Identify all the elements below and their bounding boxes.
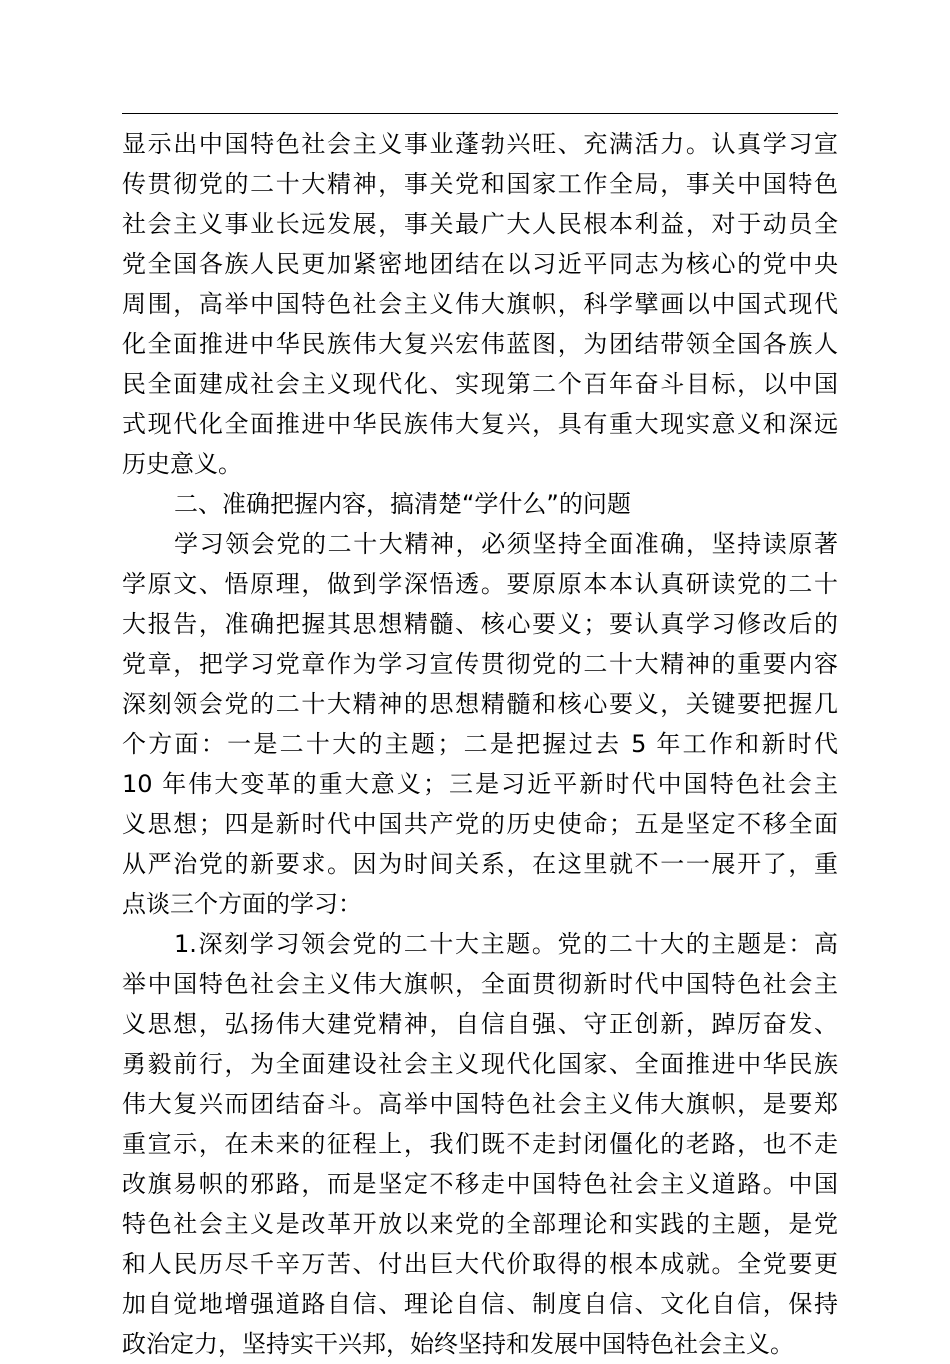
text-line: 个方面：一是二十大的主题；二是把握过去 5 年工作和新时代 (122, 730, 838, 758)
text-line: 改旗易帜的邪路，而是坚定不移走中国特色社会主义道路。中国 (122, 1170, 838, 1198)
text-line: 点谈三个方面的学习： (122, 890, 362, 918)
text-line: 历史意义。 (122, 450, 242, 478)
text-line: 勇毅前行，为全面建设社会主义现代化国家、全面推进中华民族 (122, 1050, 838, 1078)
text-line: 民全面建成社会主义现代化、实现第二个百年奋斗目标，以中国 (122, 370, 838, 398)
text-line: 学原文、悟原理，做到学深悟透。要原原本本认真研读党的二十 (122, 570, 838, 598)
text-line: 政治定力，坚持实干兴邦，始终坚持和发展中国特色社会主义。 (122, 1330, 794, 1358)
paragraph-first-line: 1.深刻学习领会党的二十大主题。党的二十大的主题是：高 (174, 930, 838, 958)
text-line: 10 年伟大变革的重大意义；三是习近平新时代中国特色社会主 (122, 770, 838, 798)
body-text (122, 124, 838, 1364)
text-line: 加自觉地增强道路自信、理论自信、制度自信、文化自信，保持 (122, 1290, 838, 1318)
paragraph-first-line: 学习领会党的二十大精神，必须坚持全面准确，坚持读原著 (174, 530, 838, 558)
text-line: 和人民历尽千辛万苦、付出巨大代价取得的根本成就。全党要更 (122, 1250, 838, 1278)
text-line: 化全面推进中华民族伟大复兴宏伟蓝图，为团结带领全国各族人 (122, 330, 838, 358)
text-line: 义思想；四是新时代中国共产党的历史使命；五是坚定不移全面 (122, 810, 838, 838)
text-line: 伟大复兴而团结奋斗。高举中国特色社会主义伟大旗帜，是要郑 (122, 1090, 838, 1118)
text-line: 传贯彻党的二十大精神，事关党和国家工作全局，事关中国特色 (122, 170, 838, 198)
section-heading: 二、准确把握内容，搞清楚“学什么”的问题 (174, 490, 631, 518)
text-line: 大报告，准确把握其思想精髓、核心要义；要认真学习修改后的 (122, 610, 838, 638)
text-line: 党章，把学习党章作为学习宣传贯彻党的二十大精神的重要内容 (122, 650, 838, 678)
text-line: 义思想，弘扬伟大建党精神，自信自强、守正创新，踔厉奋发、 (122, 1010, 838, 1038)
text-line: 显示出中国特色社会主义事业蓬勃兴旺、充满活力。认真学习宣 (122, 130, 838, 158)
text-line: 举中国特色社会主义伟大旗帜，全面贯彻新时代中国特色社会主 (122, 970, 838, 998)
text-line: 社会主义事业长远发展，事关最广大人民根本利益，对于动员全 (122, 210, 838, 238)
text-line: 党全国各族人民更加紧密地团结在以习近平同志为核心的党中央 (122, 250, 838, 278)
text-line: 从严治党的新要求。因为时间关系，在这里就不一一展开了，重 (122, 850, 838, 878)
text-line: 式现代化全面推进中华民族伟大复兴，具有重大现实意义和深远 (122, 410, 838, 438)
text-line: 特色社会主义是改革开放以来党的全部理论和实践的主题，是党 (122, 1210, 838, 1238)
header-rule (122, 113, 838, 114)
text-line: 深刻领会党的二十大精神的思想精髓和核心要义，关键要把握几 (122, 690, 838, 718)
text-line: 周围，高举中国特色社会主义伟大旗帜，科学擘画以中国式现代 (122, 290, 838, 318)
text-line: 重宣示，在未来的征程上，我们既不走封闭僵化的老路，也不走 (122, 1130, 838, 1158)
